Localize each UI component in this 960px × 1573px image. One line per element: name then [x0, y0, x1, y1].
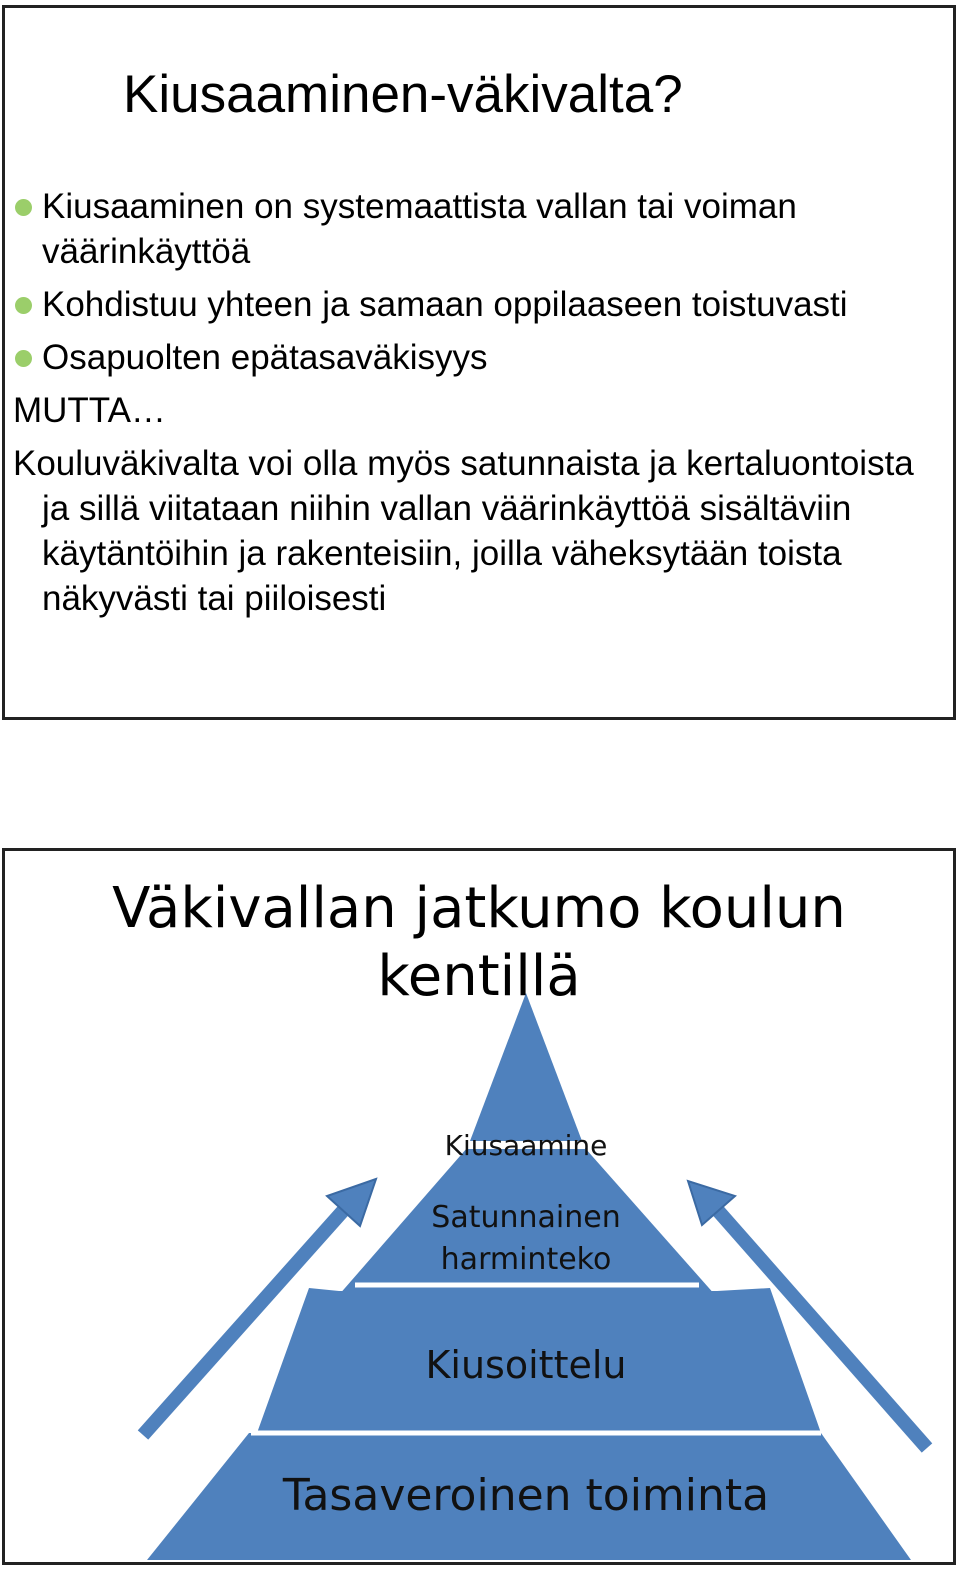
slide-2-title: Väkivallan jatkumo koulun kentillä [112, 876, 846, 1009]
pyramid-level-top [470, 993, 582, 1141]
bullet-item [5, 335, 945, 380]
bullet-list [5, 184, 945, 621]
level-label-equal-activity: Tasaveroinen toiminta [282, 1470, 770, 1521]
bullet-text: Kiusaaminen on systemaattista vallan tai voiman väärinkäyttöä [42, 187, 797, 271]
level-label-occasional-line1: Satunnainen [431, 1200, 621, 1235]
slide-1 [2, 5, 956, 720]
bullet-dot-icon [15, 350, 32, 367]
slide-1-title: Kiusaaminen-väkivalta? [123, 65, 683, 124]
bullet-dot-icon [15, 199, 32, 216]
bullet-dot-icon [15, 297, 32, 314]
paragraph: Kouluväkivalta voi olla myös satunnaista ja kertaluontoista ja sillä viitataan niihin vallan väärinkäyttöä sisältäviin käytäntöihin ja rakenteisiin, joilla väheksytään toista näkyvästi tai piiloisesti [13, 444, 914, 618]
level-label-bullying: Kiusaamine [444, 1129, 608, 1162]
bullet-text: Kohdistuu yhteen ja samaan oppilaaseen toistuvasti [42, 285, 848, 324]
bullet-item [5, 184, 945, 274]
but-label: MUTTA… [13, 391, 166, 430]
level-label-teasing: Kiusoittelu [425, 1343, 627, 1387]
bullet-item [5, 282, 945, 327]
level-label-occasional-line2: harminteko [440, 1242, 612, 1277]
slide-2 [2, 848, 956, 1565]
bullet-text: Osapuolten epätasaväkisyys [42, 338, 488, 377]
